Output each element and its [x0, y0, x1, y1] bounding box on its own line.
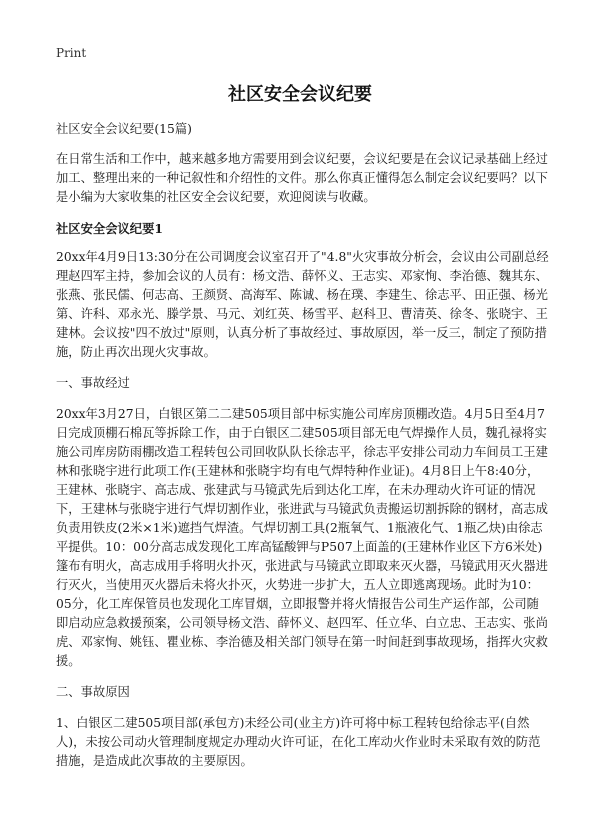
accident-cause-paragraph: 1、白银区二建505项目部(承包方)未经公司(业主方)许可将中标工程转包给徐志平(自然人)，未按公司动火管理制度规定办理动火许可证，在化工库动火作业时未采取有效的防范措施，是造成此次事故的主要原因。 — [56, 716, 541, 768]
print-link[interactable]: Print — [56, 46, 87, 60]
article-heading: 社区安全会议纪要1 — [56, 221, 163, 236]
document-body — [56, 120, 550, 783]
section-heading-accident-process: 一、事故经过 — [56, 376, 130, 390]
accident-process-paragraph: 20xx年3月27日，白银区第二二建505项目部中标实施公司库房顶棚改造。4月5日至4月7日完成顶棚石棉瓦等拆除工作，由于白银区二建505项目部无电气焊操作人员，魏孔禄将实施公司库房防雨棚改造工程转包公司回收队队长徐志平，徐志平安排公司动力车间员工王建林和张晓宇进行此项工作(王建林和张晓宇均有电气焊特种作业证)。4月8日上午8:40分，王建林、张晓宇、高志成、张建武与马镜武先后到达化工库，在未办理动火许可证的情况下，王建林与张晓宇进行气焊切割作业，张进武与马镜武负责搬运切割拆除的钢材，高志成负责用铁皮(2米×1米)遮挡气焊渣。气焊切割工具(2瓶氧气、1瓶液化气、1瓶乙炔)由徐志平提供。10：00分高志成发现化工库高锰酸钾与P507上面盖的(王建林作业区下方6米处)篷布有明火，高志成用手将明火扑灭，张进武与马镜武立即取来灭火器，马镜武用灭火器进行灭火，当使用灭火器后未将火扑灭，火势进一步扩大，五人立即逃离现场。此时为10：05分，化工库保管员也发现化工库冒烟，立即报警并将火情报告公司生产运作部，公司随即启动应急救援预案，公司领导杨文浩、薛怀义、赵四军、任立华、白立忠、王志实、张尚虎、邓家恂、姚钰、瞿业栋、李治德及相关部门领导在第一时间赶到事故现场，指挥火灾救援。 — [56, 407, 548, 668]
meeting-summary-paragraph: 20xx年4月9日13:30分在公司调度会议室召开了"4.8"火灾事故分析会，会议由公司副总经理赵四军主持，参加会议的人员有：杨文浩、薛怀义、王志实、邓家恂、李治德、魏其东、张燕、张民儒、何志高、王颜贤、高海军、陈诚、杨在璞、李建生、徐志平、田正强、杨光第、许科、邓永光、滕学景、马元、刘红英、杨雪平、赵科卫、曹清英、徐冬、张晓宇、王建林。会议按"四不放过"原则，认真分析了事故经过、事故原因，举一反三，制定了预防措施，防止再次出现火灾事故。 — [56, 250, 549, 359]
page-title: 社区安全会议纪要 — [228, 84, 372, 105]
section-heading-accident-cause: 二、事故原因 — [56, 685, 130, 699]
intro-paragraph: 在日常生活和工作中，越来越多地方需要用到会议纪要，会议纪要是在会议记录基础上经过加工、整理出来的一种记叙性和介绍性的文件。那么你真正懂得怎么制定会议纪要吗？以下是小编为大家收集的社区安全会议纪要，欢迎阅读与收藏。 — [56, 152, 548, 204]
document-subtitle: 社区安全会议纪要(15篇) — [56, 122, 192, 136]
